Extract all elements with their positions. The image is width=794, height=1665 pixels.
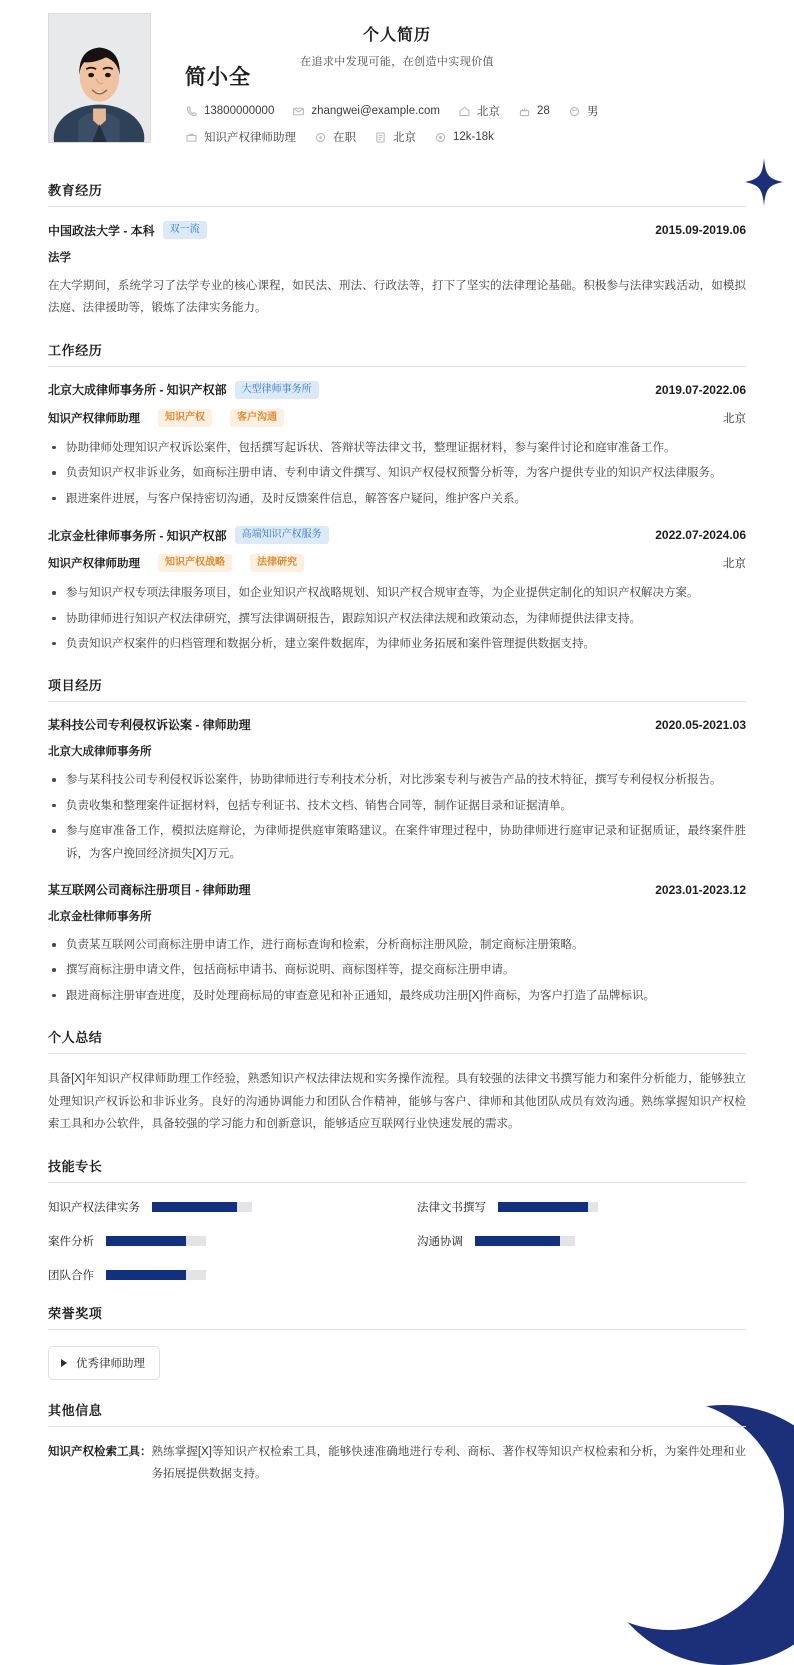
list-item: 参与庭审准备工作，模拟法庭辩论，为律师提供庭审策略建议。在案件审理过程中，协助律师进行庭审记录和证据质证，最终案件胜诉，为客户挽回经济损失[X]万元。 [48, 820, 746, 865]
work-badge: 高端知识产权服务 [235, 526, 329, 544]
work-badge: 大型律师事务所 [235, 381, 319, 399]
list-item: 负责收集和整理案件证据材料，包括专利证书、技术文档、销售合同等，制作证据目录和证据清单。 [48, 795, 746, 817]
section-work [48, 340, 746, 656]
section-other [48, 1400, 746, 1486]
list-item: 跟进案件进展，与客户保持密切沟通，及时反馈案件信息，解答客户疑问，维护客户关系。 [48, 488, 746, 510]
meta-salary-value: 12k-18k [453, 131, 494, 143]
skill-progress-track [106, 1270, 206, 1280]
other-info-text: 熟练掌握[X]等知识产权检索工具，能够快速准确地进行专利、商标、著作权等知识产权检索和分析，为案件处理和业务拓展提供数据支持。 [151, 1445, 746, 1481]
section-title-education: 教育经历 [48, 180, 746, 207]
meta-phone [185, 105, 274, 118]
skill-progress-fill [106, 1236, 186, 1246]
project-date: 2020.05-2021.03 [655, 717, 746, 732]
work-date: 2019.07-2022.06 [655, 382, 746, 397]
skill-progress-track [475, 1236, 575, 1246]
work-date: 2022.07-2024.06 [655, 528, 746, 543]
meta-position [185, 129, 296, 145]
skill-progress-fill [475, 1236, 560, 1246]
meta-phone-value: 13800000000 [204, 105, 275, 117]
meta-position-value: 知识产权律师助理 [204, 132, 296, 144]
other-info-row [48, 1427, 746, 1486]
page-title: 个人简历 [362, 27, 431, 44]
summary-text: 具备[X]年知识产权律师助理工作经验，熟悉知识产权法律法规和实务操作流程。具有较强的法律文书撰写能力和案件分析能力，能够独立处理知识产权诉讼和非诉业务。良好的沟通协调能力和团队合作精神，能够与客户、律师和其他团队成员有效沟通。熟练掌握知识产权检索工具和办公软件，具备较强的学习能力和创新意识，能够适应互联网行业快速发展的需求。 [48, 1073, 746, 1131]
skill-progress-track [498, 1202, 598, 1212]
work-location: 北京 [723, 412, 746, 425]
skill-item [48, 1199, 377, 1215]
meta-gender [568, 103, 599, 119]
project-date: 2023.01-2023.12 [655, 882, 746, 897]
location-icon [374, 131, 387, 144]
section-title-work: 工作经历 [48, 340, 746, 367]
cake-icon [518, 105, 531, 118]
list-item: 跟进商标注册审查进度，及时处理商标局的审查意见和补正通知，最终成功注册[X]件商标，为客户打造了品牌标识。 [48, 985, 746, 1007]
salary-icon [434, 131, 447, 144]
education-badge: 双一流 [163, 221, 207, 239]
work-company: 北京金杜律师事务所 - 知识产权部 [48, 528, 227, 543]
skill-progress-fill [106, 1270, 186, 1280]
section-skills [48, 1156, 746, 1283]
work-bullets [48, 582, 746, 655]
honor-chip[interactable] [48, 1346, 160, 1380]
project-name: 某科技公司专利侵权诉讼案 - 律师助理 [48, 718, 251, 733]
skill-label: 沟通协调 [417, 1235, 463, 1248]
meta-age-value: 28 [537, 105, 550, 117]
meta-hometown [458, 103, 500, 119]
skill-label: 法律文书撰写 [417, 1201, 486, 1214]
project-org: 北京大成律师事务所 [48, 746, 152, 759]
section-projects [48, 675, 746, 1007]
skill-label: 团队合作 [48, 1269, 94, 1282]
project-entry [48, 716, 746, 865]
other-info-label: 知识产权检索工具： [48, 1445, 152, 1458]
list-item: 撰写商标注册申请文件，包括商标申请书、商标说明、商标图样等，提交商标注册申请。 [48, 959, 746, 981]
meta-gender-value: 男 [586, 106, 599, 118]
honor-list [48, 1330, 746, 1380]
education-school: 中国政法大学 - 本科 [48, 223, 155, 238]
work-skill-tag: 法律研究 [250, 554, 304, 572]
skill-label: 案件分析 [48, 1235, 94, 1248]
work-location: 北京 [723, 558, 746, 571]
work-skill-tag: 知识产权战略 [158, 554, 232, 572]
section-title-honors: 荣誉奖项 [48, 1303, 746, 1330]
skill-item [48, 1233, 377, 1249]
skill-label: 知识产权法律实务 [48, 1201, 140, 1214]
project-name: 某互联网公司商标注册项目 - 律师助理 [48, 883, 251, 898]
skills-grid [48, 1183, 746, 1283]
skill-progress-track [106, 1236, 206, 1246]
home-icon [458, 105, 471, 118]
meta-hometown-value: 北京 [477, 106, 501, 118]
meta-email-value: zhangwei@example.com [311, 105, 441, 117]
section-summary [48, 1027, 746, 1135]
education-description: 在大学期间，系统学习了法学专业的核心课程，如民法、刑法、行政法等，打下了坚实的法律理论基础。积极参与法律实践活动，如模拟法庭、法律援助等，锻炼了法律实务能力。 [48, 280, 746, 315]
meta-salary [434, 131, 494, 144]
section-education [48, 180, 746, 320]
work-role: 知识产权律师助理 [48, 558, 140, 571]
list-item: 协助律师处理知识产权诉讼案件，包括撰写起诉状、答辩状等法律文书，整理证据材料，参与案件讨论和庭审准备工作。 [48, 437, 746, 459]
work-company: 北京大成律师事务所 - 知识产权部 [48, 383, 227, 398]
project-entry [48, 881, 746, 1007]
briefcase-icon [185, 131, 198, 144]
section-title-projects: 项目经历 [48, 675, 746, 702]
section-title-other: 其他信息 [48, 1400, 746, 1427]
skill-progress-track [152, 1202, 252, 1212]
list-item: 参与知识产权专项法律服务项目，如企业知识产权战略规划、知识产权合规审查等，为企业提供定制化的知识产权解决方案。 [48, 582, 746, 604]
list-item: 参与某科技公司专利侵权诉讼案件，协助律师进行专利技术分析，对比涉案专利与被告产品的技术特征，撰写专利侵权分析报告。 [48, 769, 746, 791]
work-role: 知识产权律师助理 [48, 412, 140, 425]
list-item: 协助律师进行知识产权法律研究，撰写法律调研报告，跟踪知识产权法律法规和政策动态，为律师提供法律支持。 [48, 608, 746, 630]
section-honors [48, 1303, 746, 1380]
section-title-summary: 个人总结 [48, 1027, 746, 1054]
candidate-name: 简小全 [185, 66, 251, 89]
meta-age [518, 105, 550, 118]
page-subtitle: 在追求中发现可能，在创造中实现价值 [300, 56, 494, 68]
project-bullets [48, 934, 746, 1007]
honor-label: 优秀律师助理 [76, 1357, 145, 1370]
skill-item [48, 1267, 377, 1283]
contact-meta-row-2 [185, 129, 746, 145]
work-skill-tag: 客户沟通 [230, 409, 284, 427]
meta-work-city-value: 北京 [393, 132, 416, 144]
meta-work-city [374, 129, 416, 145]
status-icon [314, 131, 327, 144]
meta-job-status [314, 129, 356, 145]
contact-meta-row-1 [185, 103, 746, 119]
work-entry [48, 381, 746, 510]
skill-progress-fill [152, 1202, 237, 1212]
meta-email [292, 105, 440, 118]
skill-progress-fill [498, 1202, 588, 1212]
work-bullets [48, 437, 746, 510]
list-item: 负责知识产权案件的归档管理和数据分析，建立案件数据库，为律师业务拓展和案件管理提供数据支持。 [48, 633, 746, 655]
skill-item [417, 1233, 746, 1249]
avatar [48, 13, 151, 143]
resume-header [48, 0, 746, 160]
work-skill-tag: 知识产权 [158, 409, 212, 427]
education-date: 2015.09-2019.06 [655, 223, 746, 237]
project-org: 北京金杜律师事务所 [48, 911, 152, 924]
mail-icon [292, 105, 305, 118]
education-major: 法学 [48, 252, 71, 264]
list-item: 负责知识产权非诉业务，如商标注册申请、专利申请文件撰写、知识产权侵权预警分析等，为客户提供专业的知识产权法律服务。 [48, 462, 746, 484]
gender-icon [568, 105, 581, 118]
education-entry [48, 221, 746, 320]
list-item: 负责某互联网公司商标注册申请工作，进行商标查询和检索，分析商标注册风险，制定商标注册策略。 [48, 934, 746, 956]
phone-icon [185, 105, 198, 118]
play-triangle-icon [61, 1359, 67, 1367]
project-bullets [48, 769, 746, 865]
section-title-skills: 技能专长 [48, 1156, 746, 1183]
skill-item [417, 1199, 746, 1215]
meta-job-status-value: 在职 [333, 132, 356, 144]
identity-block [185, 37, 746, 145]
work-entry [48, 526, 746, 655]
